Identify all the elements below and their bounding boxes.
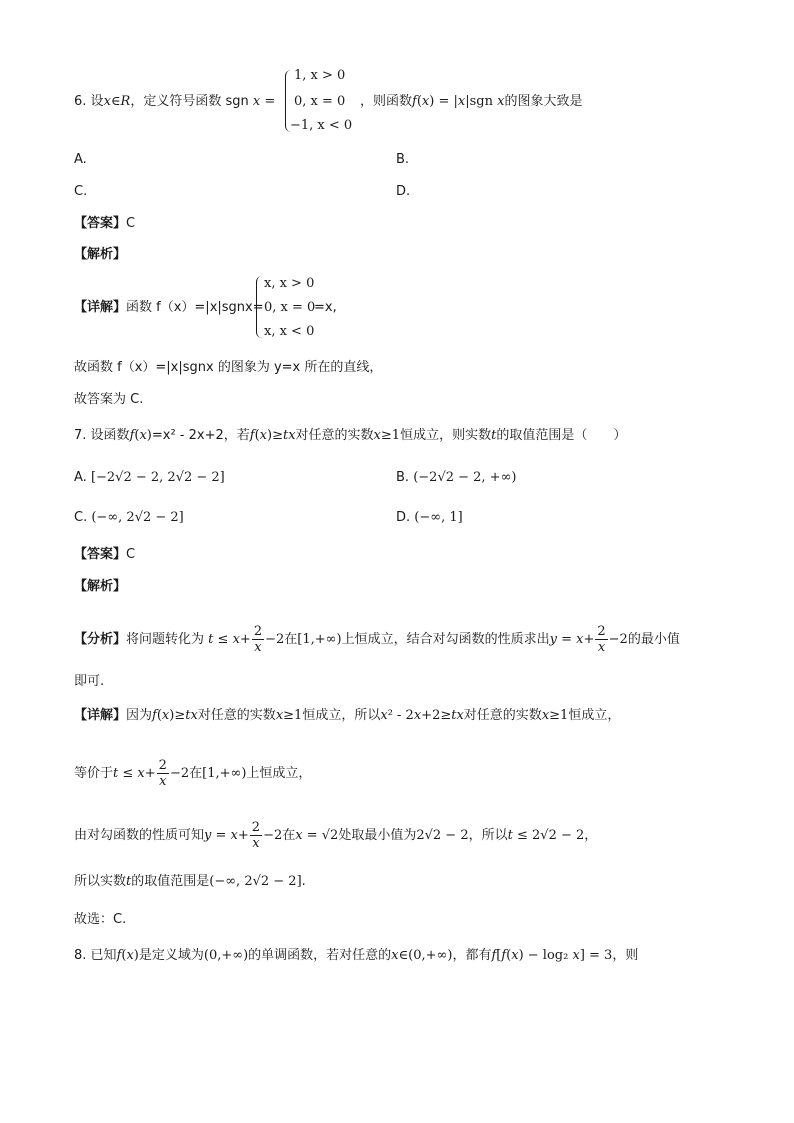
q6-stem-b: ，定义符号函数 sgn <box>130 94 249 109</box>
q7-stem: 7. 设函数f(x)=x² - 2x+2，若f(x)≥tx对任意的实数x≥1恒成立，则实数t的取值范围是（ ） <box>74 428 627 443</box>
q6-detail <box>74 298 264 318</box>
q7-stem-e: 的取值范围是（ ） <box>496 428 627 443</box>
q7-fenxi-c: 上恒成立，结合对勾函数的性质求出 <box>341 632 550 647</box>
q6-detail-case-3: x, x < 0 <box>264 324 315 339</box>
q7-detail: 【详解】因为f(x)≥tx对任意的实数x≥1恒成立，所以x² - 2x+2≥tx对任意的实数x≥1恒成立， <box>74 708 621 723</box>
q7-prop-c: 处取最小值为 <box>338 828 417 843</box>
q7-analysis-tag <box>74 577 126 597</box>
q7-option-d-label: D. <box>396 510 411 525</box>
q6-case-2: 0, x = 0 <box>294 94 346 109</box>
answer-tag: 【答案】 <box>74 216 127 231</box>
q7-equiv: 等价于t ≤ x+ $\frac{2}{x}$ −2在[1,+∞)上恒成立， <box>74 758 312 789</box>
q7-option-d[interactable] <box>396 508 463 528</box>
q7-prop-d: ，所以 <box>468 828 508 843</box>
q7-answer <box>74 545 135 565</box>
q7-option-c[interactable] <box>74 508 184 528</box>
answer-tag: 【答案】 <box>74 547 127 562</box>
q7-option-b[interactable] <box>396 468 516 488</box>
q7-fenxi-d: 的最小值 <box>627 632 680 647</box>
q7-range-c: . <box>301 874 306 889</box>
q7-equiv-a: 等价于 <box>74 766 114 781</box>
q7-detail-a: 因为 <box>126 708 153 723</box>
q7-option-a[interactable] <box>74 468 225 488</box>
q6-option-d[interactable]: D. <box>396 184 411 199</box>
q8-stem-d: ，都有 <box>452 948 492 963</box>
q6-line2: 故函数 f（x）=|x|sgnx 的图象为 y=x 所在的直线， <box>74 360 383 375</box>
q6-option-a[interactable]: A. <box>74 152 87 167</box>
q8-stem-b: 是定义域为 <box>138 948 204 963</box>
q6-case-3: −1, x < 0 <box>290 118 353 133</box>
q6-analysis-tag <box>74 245 126 265</box>
q7-number: 7. <box>74 428 87 443</box>
q6-stem-a: 设 <box>90 94 104 109</box>
q7-option-d-text: (−∞, 1] <box>414 510 463 525</box>
q6-option-b[interactable]: B. <box>396 152 410 167</box>
q7-prop-e: ， <box>584 828 598 843</box>
q6-case-1: 1, x > 0 <box>294 68 346 83</box>
q7-fenxi-b: 在 <box>284 632 298 647</box>
q6-stem-tail: ，则函数f(x) = |x|sgn x的图象大致是 <box>360 94 583 109</box>
q7-equiv-c: 上恒成立， <box>246 766 312 781</box>
q8-stem-c: 的单调函数，若对任意的 <box>248 948 392 963</box>
q7-detail-b: 对任意的实数 <box>197 708 276 723</box>
q7-fenxi: 【分析】将问题转化为 t ≤ x+ $\frac{2}{x}$ −2在[1,+∞)上恒成立，结合对勾函数的性质求出y = x+ $\frac{2}{x}$ −2的最小值 <box>74 624 680 655</box>
q6-option-c[interactable]: C. <box>74 184 88 199</box>
q6-detail-brace <box>256 276 264 338</box>
q7-range-b: 的取值范围是 <box>131 874 210 889</box>
q7-fenxi-a: 将问题转化为 <box>126 632 205 647</box>
q7-fenxi-end: 即可. <box>74 674 105 689</box>
q8-stem-a: 已知 <box>90 948 117 963</box>
q7-stem-b: =x² - 2x+2，若 <box>151 428 250 443</box>
answer-value: C <box>126 547 136 562</box>
q7-option-c-text: (−∞, 2√2 − 2] <box>91 510 184 525</box>
q7-stem-a: 设函数 <box>90 428 130 443</box>
q7-option-a-text: [−2√2 − 2, 2√2 − 2] <box>90 470 225 485</box>
q8-stem-e: ，则 <box>612 948 639 963</box>
q6-number: 6. <box>74 94 87 109</box>
detail-tag: 【详解】 <box>74 708 127 723</box>
q7-detail-d: 对任意的实数 <box>463 708 542 723</box>
q7-range: 所以实数t的取值范围是(−∞, 2√2 − 2]. <box>74 874 306 889</box>
q6-detail-case-1: x, x > 0 <box>264 276 315 291</box>
q6-detail-tail: =x, <box>314 300 337 315</box>
fenxi-tag: 【分析】 <box>74 632 127 647</box>
analysis-tag: 【解析】 <box>74 247 127 262</box>
q7-stem-c: 对任意的实数 <box>295 428 374 443</box>
q7-option-c-label: C. <box>74 510 88 525</box>
q7-prop-a: 由对勾函数的性质可知 <box>74 828 205 843</box>
analysis-tag: 【解析】 <box>74 579 127 594</box>
q7-prop-b: 在 <box>282 828 296 843</box>
q6-stem: 6. 设x∈R，定义符号函数 sgn x = <box>74 94 276 109</box>
q7-option-b-text: (−2√2 − 2, +∞) <box>413 470 517 485</box>
q6-stem-d: 的图象大致是 <box>504 94 583 109</box>
q6-detail-case-2: 0, x = 0 <box>264 300 316 315</box>
q8-stem: 8. 已知f(x)是定义域为(0,+∞)的单调函数，若对任意的x∈(0,+∞)，都有f[f(x) − log₂ x] = 3，则 <box>74 948 639 963</box>
q7-detail-e: 恒成立， <box>568 708 621 723</box>
q6-detail-text: 函数 f（x）=|x|sgnx= <box>126 300 264 315</box>
q7-range-a: 所以实数 <box>74 874 127 889</box>
q7-option-a-label: A. <box>74 470 87 485</box>
q7-equiv-b: 在 <box>189 766 203 781</box>
q6-answer <box>74 214 135 234</box>
q6-line3: 故答案为 C. <box>74 392 144 407</box>
q7-option-b-label: B. <box>396 470 410 485</box>
answer-value: C <box>126 216 136 231</box>
q7-choose: 故选：C. <box>74 912 127 927</box>
q8-number: 8. <box>74 948 87 963</box>
q7-prop: 由对勾函数的性质可知y = x+ $\frac{2}{x}$ −2在x = √2处取最小值为2√2 − 2，所以t ≤ 2√2 − 2， <box>74 820 598 851</box>
q7-stem-d: 恒成立，则实数 <box>400 428 492 443</box>
detail-tag: 【详解】 <box>74 300 127 315</box>
q7-detail-c: 恒成立，所以 <box>302 708 381 723</box>
q6-stem-c: ，则函数 <box>360 94 413 109</box>
